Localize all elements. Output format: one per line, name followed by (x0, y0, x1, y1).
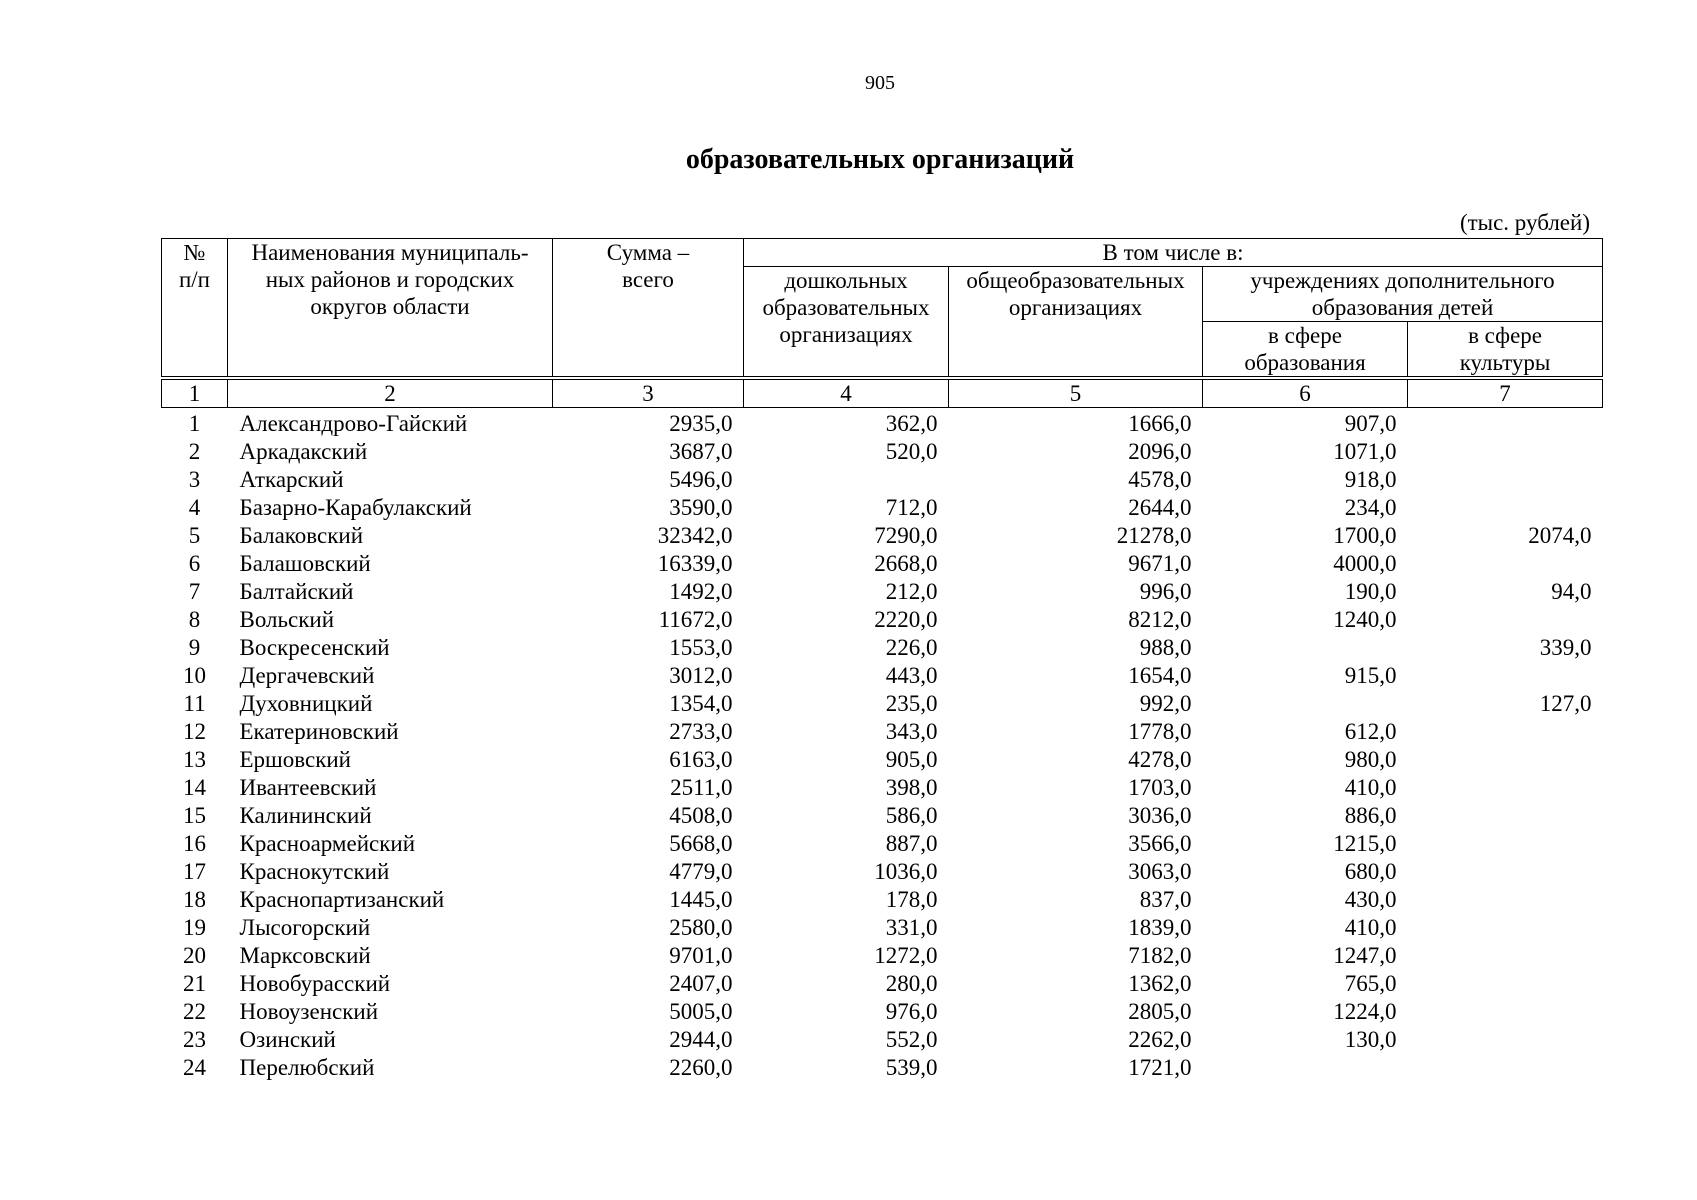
row-number: 11 (183, 691, 206, 716)
municipality-name: Аркадакский (239, 439, 368, 464)
general-education-amount: 1778,0 (1128, 719, 1192, 744)
table-row (162, 522, 1603, 550)
education-sphere-amount (1203, 690, 1408, 718)
culture-sphere-amount: 94,0 (1551, 579, 1592, 604)
total-amount: 1492,0 (669, 579, 733, 604)
total-amount: 11672,0 (658, 607, 733, 632)
municipality-name: Калининский (239, 803, 372, 828)
table-row (162, 858, 1603, 886)
culture-sphere-amount: 127,0 (1539, 691, 1592, 716)
header-total: Сумма – всего (553, 239, 744, 379)
general-education-amount: 4278,0 (1128, 747, 1192, 772)
row-number: 19 (183, 915, 206, 940)
row-number: 2 (188, 439, 201, 464)
culture-sphere-amount (1408, 408, 1603, 439)
education-sphere-amount: 1700,0 (1333, 523, 1397, 548)
culture-sphere-amount (1408, 494, 1603, 522)
culture-sphere-amount (1408, 1026, 1603, 1054)
general-education-amount: 1666,0 (1128, 411, 1192, 436)
row-number: 1 (188, 411, 201, 436)
culture-sphere-amount (1408, 718, 1603, 746)
row-number: 14 (183, 775, 206, 800)
culture-sphere-amount (1408, 858, 1603, 886)
total-amount: 2407,0 (669, 971, 733, 996)
preschool-amount: 443,0 (885, 663, 938, 688)
municipality-name: Ершовский (239, 747, 351, 772)
row-number: 24 (183, 1055, 206, 1080)
units-note: (тыс. рублей) (1459, 210, 1590, 235)
header-including: В том числе в: (744, 239, 1603, 267)
education-sphere-amount: 234,0 (1344, 495, 1397, 520)
row-number: 10 (183, 663, 206, 688)
total-amount: 3687,0 (669, 439, 733, 464)
municipality-name: Воскресенский (239, 635, 390, 660)
education-sphere-amount: 1240,0 (1333, 607, 1397, 632)
row-number: 16 (183, 831, 206, 856)
municipality-name: Краснопартизанский (239, 887, 445, 912)
preschool-amount: 1036,0 (874, 859, 938, 884)
total-amount: 3590,0 (669, 495, 733, 520)
total-amount: 2260,0 (669, 1055, 733, 1080)
education-sphere-amount: 1071,0 (1333, 439, 1397, 464)
row-number: 8 (188, 607, 201, 632)
total-amount: 9701,0 (669, 943, 733, 968)
general-education-amount: 1839,0 (1128, 915, 1192, 940)
row-number: 4 (188, 495, 201, 520)
row-number: 20 (183, 943, 206, 968)
municipality-name: Духовницкий (239, 691, 373, 716)
preschool-amount: 1272,0 (874, 943, 938, 968)
preschool-amount (744, 466, 949, 494)
table-row (162, 438, 1603, 466)
column-number: 3 (553, 378, 744, 408)
total-amount: 1445,0 (669, 887, 733, 912)
education-sphere-amount: 1215,0 (1333, 831, 1397, 856)
municipality-name: Перелюбский (239, 1055, 375, 1080)
education-sphere-amount: 907,0 (1344, 411, 1397, 436)
general-education-amount: 3063,0 (1128, 859, 1192, 884)
education-sphere-amount: 1247,0 (1333, 943, 1397, 968)
preschool-amount: 7290,0 (874, 523, 938, 548)
total-amount: 2580,0 (669, 915, 733, 940)
row-number: 7 (188, 579, 201, 604)
education-sphere-amount: 765,0 (1344, 971, 1397, 996)
table-row (162, 802, 1603, 830)
preschool-amount: 398,0 (885, 775, 938, 800)
municipality-name: Ивантеевский (239, 775, 377, 800)
municipality-name: Новоузенский (239, 999, 379, 1024)
row-number: 13 (183, 747, 206, 772)
table-row (162, 914, 1603, 942)
municipality-name: Краснокутский (239, 859, 390, 884)
culture-sphere-amount (1408, 662, 1603, 690)
culture-sphere-amount (1408, 606, 1603, 634)
column-number: 2 (228, 378, 553, 408)
table-row (162, 634, 1603, 662)
municipality-name: Екатериновский (239, 719, 399, 744)
header-municipality-name: Наименования муниципаль- ных районов и городских округов области (228, 239, 553, 379)
preschool-amount: 976,0 (885, 999, 938, 1024)
preschool-amount: 586,0 (885, 803, 938, 828)
education-sphere-amount (1203, 634, 1408, 662)
municipality-name: Вольский (239, 607, 335, 632)
total-amount: 16339,0 (657, 551, 733, 576)
education-sphere-amount (1203, 1054, 1408, 1082)
municipality-name: Новобурасский (239, 971, 391, 996)
general-education-amount: 9671,0 (1128, 551, 1192, 576)
total-amount: 2944,0 (669, 1027, 733, 1052)
header-education-sphere: в сфере образования (1203, 322, 1408, 379)
table-row (162, 494, 1603, 522)
municipality-name: Марксовский (239, 943, 371, 968)
culture-sphere-amount (1408, 970, 1603, 998)
total-amount: 5668,0 (669, 831, 733, 856)
table-row (162, 466, 1603, 494)
total-amount: 32342,0 (657, 523, 733, 548)
preschool-amount: 280,0 (885, 971, 938, 996)
preschool-amount: 212,0 (885, 579, 938, 604)
row-number: 22 (183, 999, 206, 1024)
general-education-amount: 3566,0 (1128, 831, 1192, 856)
culture-sphere-amount (1408, 830, 1603, 858)
general-education-amount: 996,0 (1139, 579, 1192, 604)
table-body (162, 408, 1603, 1083)
table-row (162, 830, 1603, 858)
general-education-amount: 1721,0 (1128, 1055, 1192, 1080)
header-general-education: общеобразовательных организациях (949, 267, 1203, 379)
culture-sphere-amount (1408, 886, 1603, 914)
culture-sphere-amount (1408, 746, 1603, 774)
municipality-name: Балашовский (239, 551, 371, 576)
culture-sphere-amount (1408, 774, 1603, 802)
table-row (162, 550, 1603, 578)
culture-sphere-amount (1408, 438, 1603, 466)
preschool-amount: 343,0 (885, 719, 938, 744)
table-row (162, 746, 1603, 774)
table-row (162, 998, 1603, 1026)
education-sphere-amount: 430,0 (1344, 887, 1397, 912)
education-sphere-amount: 612,0 (1344, 719, 1397, 744)
culture-sphere-amount: 2074,0 (1528, 523, 1592, 548)
total-amount: 2935,0 (669, 411, 733, 436)
general-education-amount: 4578,0 (1128, 467, 1192, 492)
row-number: 15 (183, 803, 206, 828)
table-row (162, 1026, 1603, 1054)
culture-sphere-amount (1408, 942, 1603, 970)
total-amount: 5496,0 (669, 467, 733, 492)
table-row (162, 690, 1603, 718)
row-number: 9 (188, 635, 201, 660)
preschool-amount: 178,0 (885, 887, 938, 912)
column-number: 4 (744, 378, 949, 408)
column-number-row (162, 378, 1603, 408)
total-amount: 2733,0 (669, 719, 733, 744)
education-sphere-amount: 886,0 (1344, 803, 1397, 828)
header-culture-sphere: в сфере культуры (1408, 322, 1603, 379)
header-number: № п/п (162, 239, 228, 379)
education-sphere-amount: 918,0 (1344, 467, 1397, 492)
row-number: 12 (183, 719, 206, 744)
header-additional-education: учреждениях дополнительного образования детей (1203, 267, 1603, 322)
preschool-amount: 226,0 (885, 635, 938, 660)
preschool-amount: 539,0 (885, 1055, 938, 1080)
general-education-amount: 8212,0 (1128, 607, 1192, 632)
general-education-amount: 1703,0 (1128, 775, 1192, 800)
municipality-name: Александрово-Гайский (239, 411, 468, 436)
table-row (162, 1054, 1603, 1082)
preschool-amount: 2220,0 (874, 607, 938, 632)
table-row (162, 942, 1603, 970)
table-row (162, 578, 1603, 606)
preschool-amount: 712,0 (885, 495, 938, 520)
culture-sphere-amount (1408, 1054, 1603, 1082)
data-table (161, 238, 1603, 1082)
column-number: 7 (1408, 378, 1603, 408)
preschool-amount: 520,0 (885, 439, 938, 464)
culture-sphere-amount (1408, 466, 1603, 494)
municipality-name: Лысогорский (239, 915, 371, 940)
table-row (162, 886, 1603, 914)
education-sphere-amount: 410,0 (1344, 915, 1397, 940)
total-amount: 1553,0 (669, 635, 733, 660)
header-preschool: дошкольных образовательных организациях (744, 267, 949, 379)
general-education-amount: 1362,0 (1128, 971, 1192, 996)
municipality-name: Базарно-Карабулакский (239, 495, 472, 520)
table-row (162, 970, 1603, 998)
preschool-amount: 552,0 (885, 1027, 938, 1052)
general-education-amount: 21278,0 (1116, 523, 1192, 548)
column-number: 5 (949, 378, 1203, 408)
culture-sphere-amount: 339,0 (1539, 635, 1592, 660)
preschool-amount: 235,0 (885, 691, 938, 716)
education-sphere-amount: 915,0 (1344, 663, 1397, 688)
total-amount: 4508,0 (669, 803, 733, 828)
row-number: 17 (183, 859, 206, 884)
row-number: 3 (188, 467, 201, 492)
municipality-name: Балтайский (239, 579, 354, 604)
general-education-amount: 837,0 (1139, 887, 1192, 912)
general-education-amount: 3036,0 (1128, 803, 1192, 828)
table-row (162, 718, 1603, 746)
table-row (162, 408, 1603, 439)
page-title: образовательных организаций (685, 144, 1075, 175)
education-sphere-amount: 410,0 (1344, 775, 1397, 800)
municipality-name: Аткарский (239, 467, 344, 492)
total-amount: 2511,0 (670, 775, 733, 800)
page-number: 905 (865, 72, 895, 94)
culture-sphere-amount (1408, 550, 1603, 578)
preschool-amount: 887,0 (885, 831, 938, 856)
education-sphere-amount: 4000,0 (1333, 551, 1397, 576)
table-row (162, 606, 1603, 634)
row-number: 21 (183, 971, 206, 996)
general-education-amount: 2096,0 (1128, 439, 1192, 464)
culture-sphere-amount (1408, 802, 1603, 830)
general-education-amount: 2805,0 (1128, 999, 1192, 1024)
education-sphere-amount: 130,0 (1344, 1027, 1397, 1052)
preschool-amount: 331,0 (885, 915, 938, 940)
general-education-amount: 2262,0 (1128, 1027, 1192, 1052)
row-number: 6 (188, 551, 201, 576)
education-sphere-amount: 1224,0 (1333, 999, 1397, 1024)
municipality-name: Красноармейский (239, 831, 415, 856)
column-number: 6 (1203, 378, 1408, 408)
general-education-amount: 992,0 (1139, 691, 1192, 716)
municipality-name: Балаковский (239, 523, 364, 548)
municipality-name: Озинский (239, 1027, 336, 1052)
culture-sphere-amount (1408, 914, 1603, 942)
education-sphere-amount: 680,0 (1344, 859, 1397, 884)
table-row (162, 774, 1603, 802)
column-number: 1 (162, 378, 228, 408)
general-education-amount: 7182,0 (1128, 943, 1192, 968)
general-education-amount: 988,0 (1139, 635, 1192, 660)
total-amount: 1354,0 (669, 691, 733, 716)
general-education-amount: 1654,0 (1128, 663, 1192, 688)
education-sphere-amount: 980,0 (1344, 747, 1397, 772)
total-amount: 6163,0 (669, 747, 733, 772)
table-header (162, 239, 1603, 408)
municipality-name: Дергачевский (239, 663, 375, 688)
preschool-amount: 362,0 (885, 411, 938, 436)
total-amount: 4779,0 (669, 859, 733, 884)
preschool-amount: 905,0 (885, 747, 938, 772)
general-education-amount: 2644,0 (1128, 495, 1192, 520)
table-row (162, 662, 1603, 690)
education-sphere-amount: 190,0 (1344, 579, 1397, 604)
row-number: 23 (183, 1027, 206, 1052)
total-amount: 3012,0 (669, 663, 733, 688)
total-amount: 5005,0 (669, 999, 733, 1024)
row-number: 18 (183, 887, 206, 912)
culture-sphere-amount (1408, 998, 1603, 1026)
preschool-amount: 2668,0 (874, 551, 938, 576)
row-number: 5 (188, 523, 201, 548)
